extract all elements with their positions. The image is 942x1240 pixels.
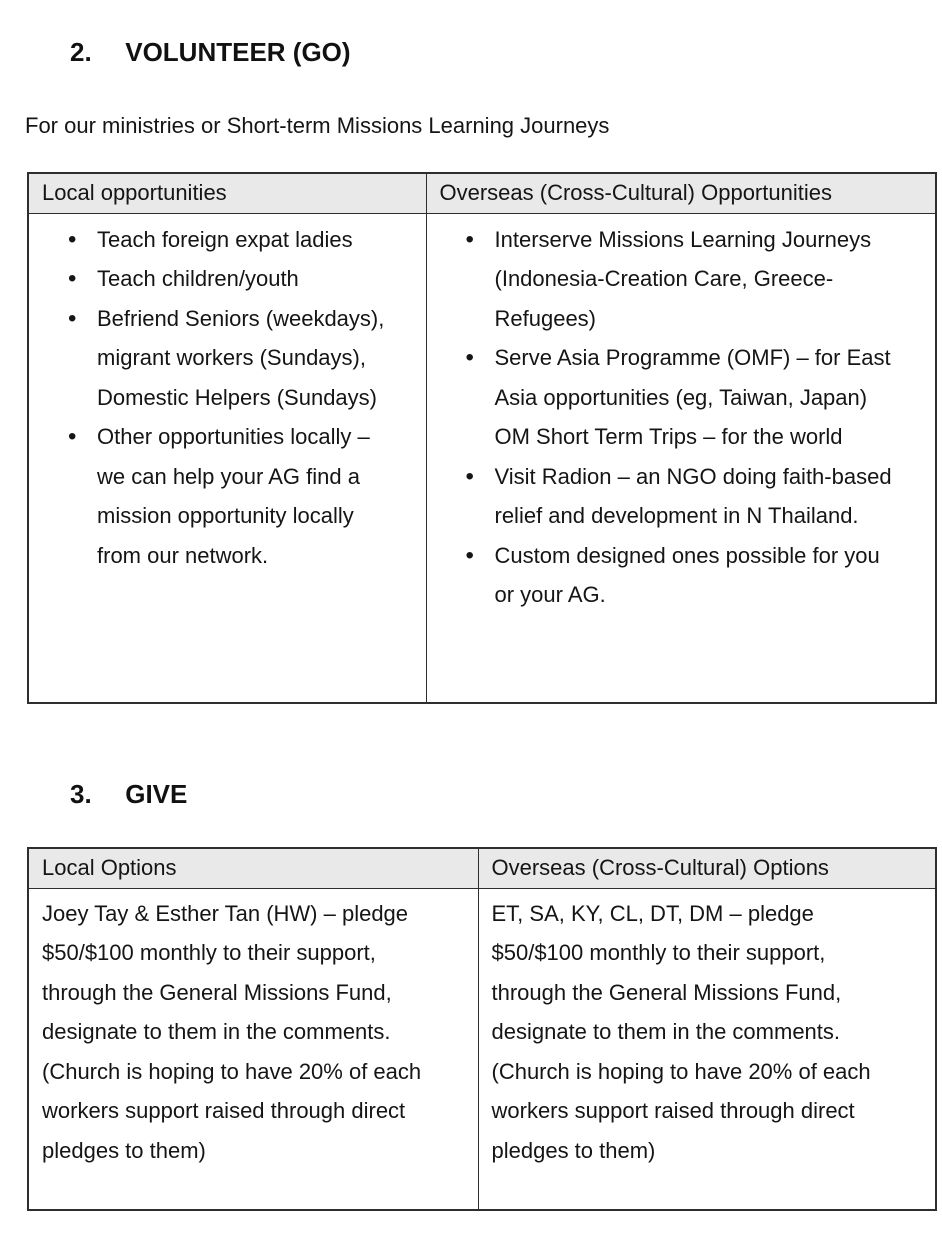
- overseas-opportunities-list: [428, 220, 935, 615]
- local-opportunities-list: [30, 220, 425, 576]
- give-overseas-cell: [478, 888, 936, 1210]
- volunteer-header-row: [28, 173, 936, 213]
- section-2-heading: [0, 0, 942, 68]
- give-body-row: [28, 888, 936, 1210]
- give-header-overseas: Overseas (Cross-Cultural) Options: [478, 848, 936, 888]
- volunteer-table: [27, 172, 937, 704]
- list-item: [464, 220, 897, 339]
- section-2-number: 2.: [70, 37, 92, 67]
- section-2-title: VOLUNTEER (GO): [125, 37, 351, 67]
- list-item: [464, 457, 897, 536]
- volunteer-local-cell: [28, 213, 426, 703]
- list-item: [464, 338, 897, 457]
- list-item-text: • Interserve Missions Learning Journeys (Indonesia-Creation Care, Greece-Refugees): [494, 226, 872, 331]
- volunteer-overseas-cell: [426, 213, 936, 703]
- give-header-row: [28, 848, 936, 888]
- give-table: [27, 847, 937, 1211]
- list-item: • Teach children/youth: [66, 259, 399, 299]
- section-2-intro: For our ministries or Short-term Missions Learning Journeys: [25, 113, 610, 138]
- list-item: [464, 536, 897, 615]
- list-item-text: • Custom designed ones possible for you or your AG.: [494, 542, 880, 607]
- list-item-text: • Serve Asia Programme (OMF) – for East Asia opportunities (eg, Taiwan, Japan): [494, 345, 891, 410]
- volunteer-body-row: [28, 213, 936, 703]
- list-item-text: • Visit Radion – an NGO doing faith-based relief and development in N Thailand.: [494, 463, 892, 528]
- section-3-heading: [0, 778, 942, 810]
- list-item: • Other opportunities locally – we can help your AG find a mission opportunity locally from our network.: [66, 417, 399, 575]
- give-header-local: Local Options: [28, 848, 478, 888]
- list-item: • Teach foreign expat ladies: [66, 220, 399, 260]
- volunteer-header-overseas: Overseas (Cross-Cultural) Opportunities: [426, 173, 936, 213]
- list-item: • Befriend Seniors (weekdays), migrant workers (Sundays), Domestic Helpers (Sundays): [66, 299, 399, 418]
- list-item-continuation: OM Short Term Trips – for the world: [494, 424, 843, 449]
- section-3-title: GIVE: [125, 779, 188, 809]
- volunteer-header-local: Local opportunities: [28, 173, 426, 213]
- give-local-cell: [28, 888, 478, 1210]
- give-overseas-text: ET, SA, KY, CL, DT, DM – pledge $50/$100 monthly to their support, through the General Missions Fund, designate to them in the comments. (Church is hoping to have 20% of each workers support raised through direct pledges to them): [491, 900, 871, 1163]
- section-3-number: 3.: [70, 779, 92, 809]
- give-local-text: Joey Tay & Esther Tan (HW) – pledge $50/$100 monthly to their support, through the General Missions Fund, designate to them in the comments. (Church is hoping to have 20% of each workers support raised through direct pledges to them): [42, 900, 422, 1163]
